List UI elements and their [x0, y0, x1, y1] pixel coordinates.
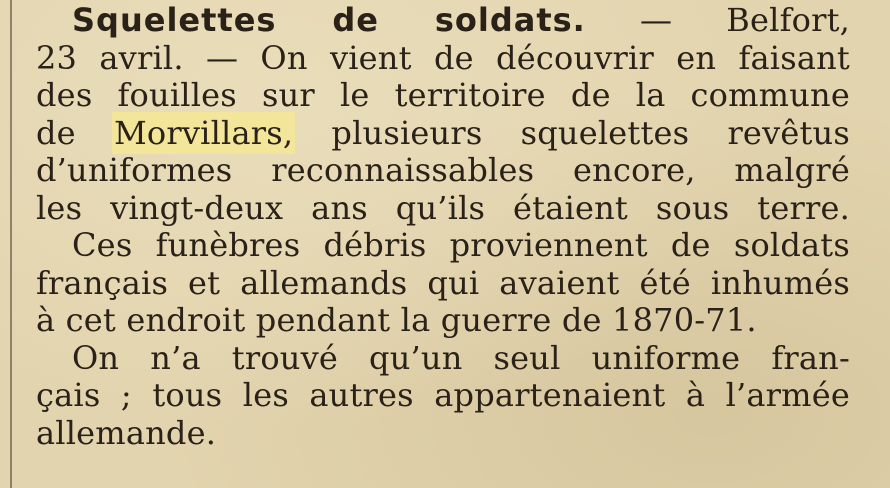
- article-line-7: Ces funèbres débris proviennent de soldats: [72, 226, 850, 264]
- article-line-9: à cet endroit pendant la guerre de 1870-71.: [36, 301, 757, 339]
- article: [36, 2, 850, 452]
- article-line-12: allemande.: [36, 413, 217, 452]
- article-headline: Squelettes de soldats.: [72, 1, 586, 39]
- article-line-2: 23 avril. — On vient de découvrir en faisant: [36, 38, 850, 77]
- column-rule: [10, 0, 12, 488]
- article-line-1: [36, 2, 850, 40]
- article-line-4: [36, 115, 850, 153]
- highlighted-place-name: Morvillars,: [113, 113, 294, 152]
- article-line-4-pre: de: [36, 113, 114, 152]
- article-line-8: français et allemands qui avaient été inhumés: [36, 263, 850, 302]
- article-line-10: On n’a trouvé qu’un seul uniforme fran-: [72, 338, 850, 377]
- article-line-5: d’uniformes reconnaissables encore, malgré: [36, 151, 850, 189]
- article-line-3: des fouilles sur le territoire de la commune: [36, 76, 850, 114]
- article-line-6: les vingt-deux ans qu’ils étaient sous terre.: [36, 188, 850, 227]
- article-line-11: çais ; tous les autres appartenaient à l’armée: [36, 376, 850, 414]
- article-line-4-post: plusieurs squelettes revêtus: [293, 113, 850, 152]
- article-dateline: — Belfort,: [585, 1, 851, 39]
